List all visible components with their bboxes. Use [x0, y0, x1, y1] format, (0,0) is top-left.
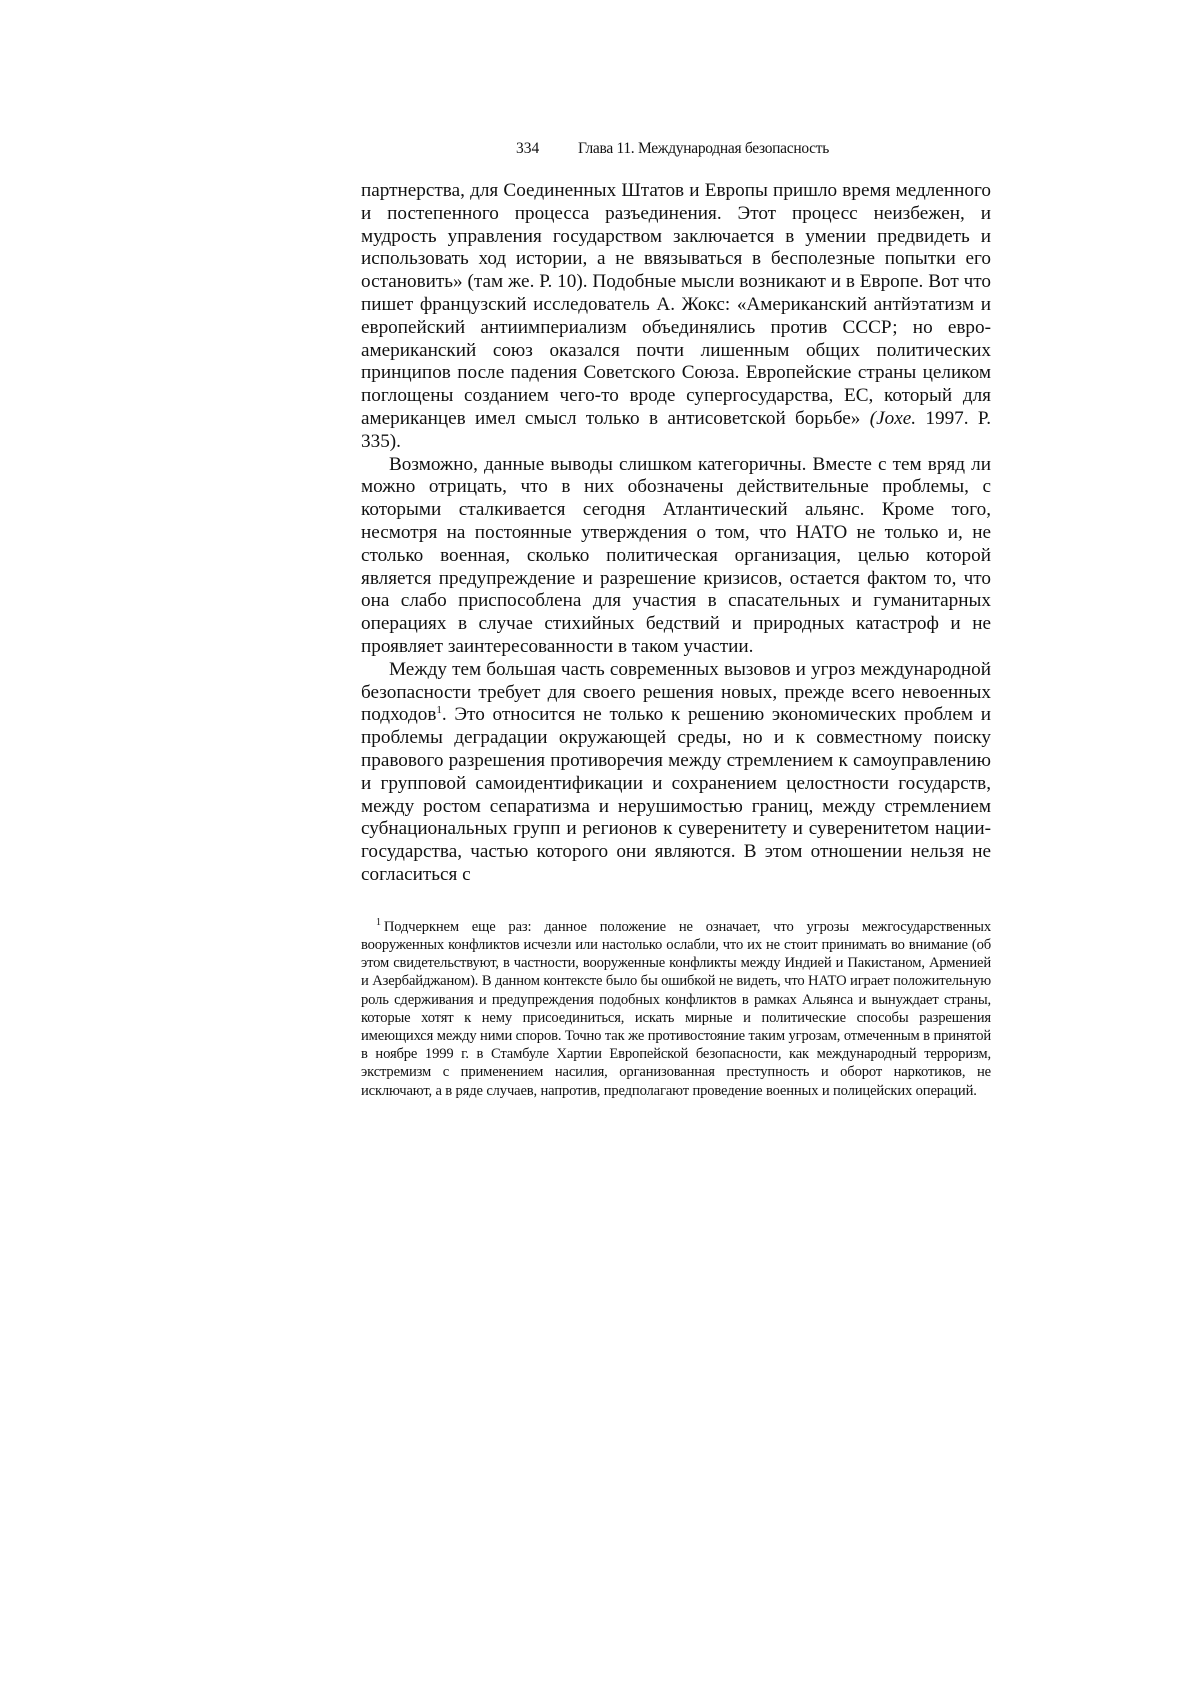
document-page — [361, 140, 991, 1100]
paragraph-3-start: Между тем большая часть современных вызовов и угроз международной безопасности требует для своего решения новых, прежде всего невоенных подходов — [361, 658, 991, 726]
chapter-title: Глава 11. Международная безопасность — [578, 140, 829, 157]
footnote-reference[interactable]: 1 — [436, 704, 442, 717]
page-number: 334 — [516, 140, 540, 157]
footnotes — [361, 918, 991, 1100]
running-head — [361, 140, 991, 164]
footnote-mark: 1 — [376, 916, 381, 928]
paragraph-3-end: . Это относится не только к решению экономических проблем и проблемы деградации окружающей среды, но и к совместному поиску правового разрешения противоречия между стремлением к самоуправлению и групповой самоидентификации и сохранением целостности государств, между ростом сепаратизма и нерушимостью границ, между стремлением субнациональных групп и регионов к суверенитету и суверенитетом нации-государства, частью которого они являются. В этом отношении нельзя не согласиться с — [361, 704, 991, 885]
footnote-text: Подчеркнем еще раз: данное положение не означает, что угрозы межгосударственных вооруженных конфликтов исчезли или настолько ослабли, что их не стоит принимать во внимание (об этом свидетельствуют, в частности, вооруженные конфликты между Индией и Пакистаном, Арменией и Азербайджаном). В данном контексте было бы ошибкой не видеть, что НАТО играет положительную роль сдерживания и предупреждения подобных конфликтов в рамках Альянса и вынуждает страны, которые хотят к нему присоединиться, искать мирные и политические способы разрешения имеющихся между ними споров. Точно так же противостояние таким угрозам, отмеченным в принятой в ноябре 1999 г. в Стамбуле Хартии Европейской безопасности, как международный терроризм, экстремизм с применением насилия, организованная преступность и оборот наркотиков, не исключают, а в ряде случаев, напротив, предполагают проведение военных и полицейских операций. — [361, 918, 991, 1099]
citation-rest: 1997. Р. 335). — [361, 407, 991, 452]
footnote-1 — [361, 918, 991, 1100]
paragraph-1-text: партнерства, для Соединенных Штатов и Европы пришло время медленного и постепенного процесса разъединения. Этот процесс неизбежен, и мудрость управления государством заключается в умении предвидеть и использовать ход истории, а не ввязываться в бесполезные попытки его остановить» (там же. Р. 10). Подобные мысли возникают и в Европе. Вот что пишет французский исследователь А. Жокс: «Американский антйэтатизм и европейский антиимпериализм объединялись против СССР; но евро-американский союз оказался почти лишенным общих политических принципов после падения Советского Союза. Европейские страны целиком поглощены созданием чего-то вроде супергосударства, ЕС, который для американцев имел смысл только в антисоветской борьбе» — [361, 180, 991, 429]
citation-author: (Joxe. — [869, 407, 917, 429]
paragraph-1 — [361, 180, 991, 454]
paragraph-2: Возможно, данные выводы слишком категоричны. Вместе с тем вряд ли можно отрицать, что в них обозначены действительные проблемы, с которыми сталкивается сегодня Атлантический альянс. Кроме того, несмотря на постоянные утверждения о том, что НАТО не только и, не столько военная, сколько политическая организация, целью которой является предупреждение и разрешение кризисов, остается фактом то, что она слабо приспособлена для участия в спасательных и гуманитарных операциях в случае стихийных бедствий и природных катастроф и не проявляет заинтересованности в таком участии. — [361, 453, 991, 657]
paragraph-3 — [361, 659, 991, 887]
body-text — [361, 180, 991, 887]
